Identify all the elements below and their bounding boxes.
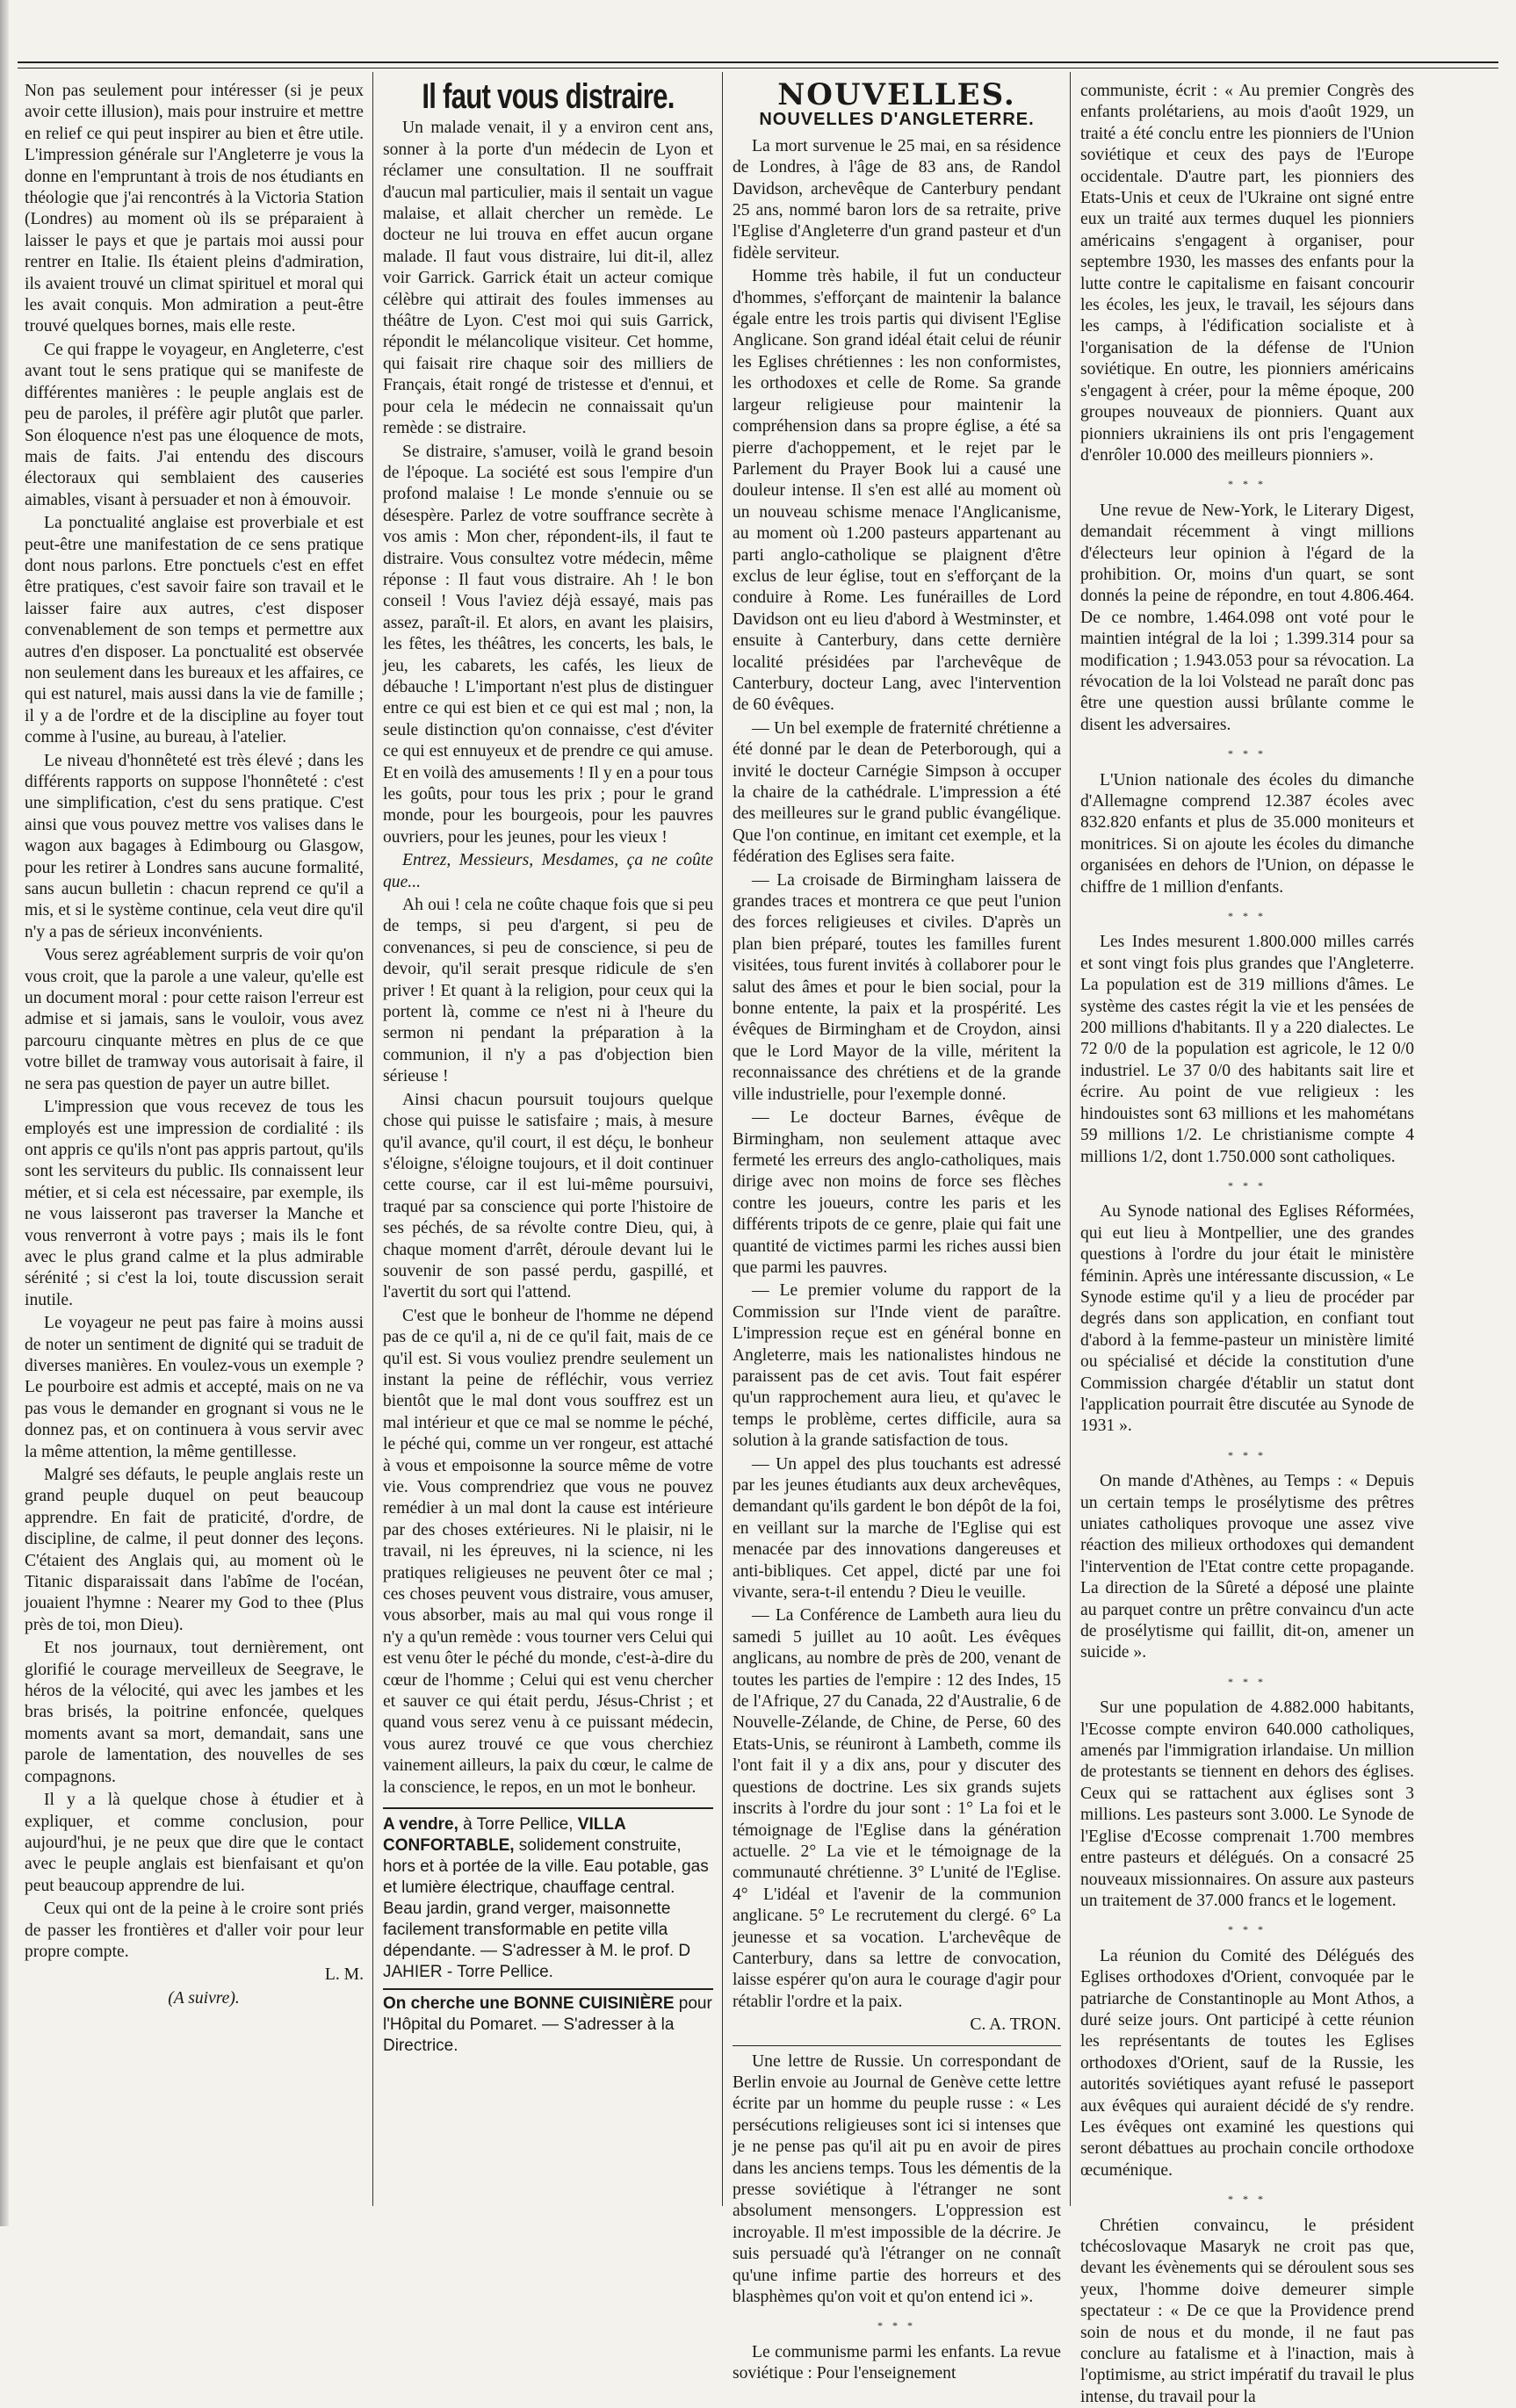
paragraph: Ainsi chacun poursuit toujours quelque chose qui puisse le satisfaire ; mais, à mesure qu'il avance, qu'il court, il est déçu, le bonheur s'éloigne, s'éloigne toujours, et il doit continuer cette course, car il est lui-même poursuivi, traqué par sa conscience qui porte l'histoire de ses péchés, de sa révolte contre Dieu, qui, à chaque moment d'arrêt, déroule devant lui le souvenir de son passé perdu, gaspillé, et l'avertit du sort qui l'attend. (383, 1090, 713, 1302)
paragraph: Sur une population de 4.882.000 habitants, l'Ecosse compte environ 640.000 catholiques, amenés par l'immigration irlandaise. Un million de protestants se tiennent en dehors des églises. Ceux qui se rattachent aux églises sont 3 millions. Les pasteurs sont 3.000. Le Synode de l'Eglise d'Ecosse comprenait 1.700 membres entre pasteurs et délégués. On a consacré 25 nouveaux missionnaires. On assure aux pasteurs un traitement de 37.000 francs et le logement. (1080, 1698, 1414, 1910)
ad-text: solidement construite, hors et à portée de la ville. Eau potable, gas et lumière électrique, chauffage central. Beau jardin, grand verger, maisonnette facilement transformable en petite villa dépendante. — S'adresser à M. le prof. D JAHIER - Torre Pellice. (383, 1836, 709, 1982)
separator-stars: * * * (1228, 1923, 1267, 1936)
paragraph: Ceux qui ont de la peine à le croire sont priés de passer les frontières et d'aller voir pour leur propre compte. (25, 1900, 364, 1961)
paragraph: Ce qui frappe le voyageur, en Angleterre, c'est avant tout le sens pratique qui se manifeste de différentes manières : le peuple anglais est de peu de paroles, il préfère agir plutôt que parler. Son éloquence n'est pas une éloquence de mots, mais de faits. J'ai entendu des discours électoraux qui semblaient des causeries aimables, visant à persuader et non à émouvoir. (25, 340, 364, 509)
ad-text: à Torre Pellice, (458, 1815, 578, 1835)
article-title: Il faut vous distraire. (422, 77, 675, 116)
classified-ad-cook (383, 1993, 713, 2057)
paragraph: Vous serez agréablement surpris de voir qu'on vous croit, que la parole a une valeur, qu'elle est un document moral : pour cette raison l'erreur est admise et si jamais, sans le vouloir, vous avez parcouru cinquante mètres en plus de ce que votre billet de tramway vous autorisait à faire, il ne sera pas question de payer un autre billet. (25, 946, 364, 1093)
paragraph: — Le premier volume du rapport de la Commission sur l'Inde vient de paraître. L'impression reçue est en général bonne en Angleterre, mais les nationalistes hindous ne paraissent pas de cet avis. Tout fait espérer qu'un rapprochement aura lieu, et qu'avec le temps le problème, certes difficile, aura sa solution à la grande satisfaction de tous. (733, 1281, 1061, 1451)
column-1 (25, 81, 364, 2206)
paragraph: — La croisade de Birmingham laissera de grandes traces et montrera ce que peut l'union des forces religieuses et civiles. D'après un plan bien préparé, toutes les familles furent visitées, tous furent invités à collaborer pour le salut des âmes et pour le bien social, pour la bonne entente, la paix et la prospérité. Les évêques de Birmingham et de Croydon, ainsi que le Lord Mayor de la ville, méritent la reconnaissance des chrétiens et de la grande ville industrielle, pour l'exemple donné. (733, 870, 1061, 1104)
ad-text: pour l'Hôpital du Pomaret. — S'adresser à la Directrice. (383, 1994, 712, 2056)
paragraph: La réunion du Comité des Délégués des Eglises orthodoxes d'Orient, convoquée par le patriarche de Constantinople au Mont Athos, a duré seize jours. Ont participé à cette réunion les représentants de toutes les Eglises orthodoxes d'Orient, sauf de la Russie, les autorités soviétiques ayant refusé le passeport aux évêques qui auraient décidé de s'y rendre. Les évêques ont examiné les questions qui seront débattues au prochain concile orthodoxe œcuménique. (1080, 1946, 1414, 2180)
paragraph: — Un bel exemple de fraternité chrétienne a été donné par le dean de Peterborough, qui a invité le docteur Carnégie Simpson à occuper la chaire de la cathédrale. L'impression a été des meilleures sur le grand public évangélique. Que l'on continue, en imitant cet exemple, et la fédération des Eglises sera faite. (733, 718, 1061, 867)
page-edge-shadow (0, 0, 9, 2226)
paragraph: Le communisme parmi les enfants. La revue soviétique : Pour l'enseignement (733, 2342, 1061, 2383)
classified-ad-villa (383, 1807, 713, 1983)
column-4 (1080, 81, 1414, 2406)
paragraph: Le niveau d'honnêteté est très élevé ; dans les différents rapports on suppose l'honnêteté : c'est une simplification, c'est du sens pratique. C'est ainsi que vous pouvez mettre vos valises dans le wagon aux bagages à Edimbourg ou Glasgow, pour les retirer à Londres sans aucune formalité, sans aucun bulletin : chacun reprend ce qu'il a mis, et si le système continue, cela veut dire qu'il n'y a pas de sérieux inconvénients. (25, 751, 364, 941)
paragraph: Un malade venait, il y a environ cent ans, sonner à la porte d'un médecin de Lyon et réclamer une consultation. Il ne souffrait d'aucun mal particulier, mais il sentait un vague malaise, et allait chercher un remède. Le docteur ne lui trouva en effet aucun organe malade. Il faut vous distraire, lui dit-il, allez voir Garrick. Garrick était un acteur comique célèbre qui attirait des foules immenses au théâtre de Lyon. C'est moi qui suis Garrick, répondit le mélancolique visiteur. Cet homme, qui faisait rire chaque soir des milliers de Français, était rongé de tristesse et d'ennui, et pour cela le médecin ne connaissait qu'un remède : se distraire. (383, 119, 713, 438)
paragraph: Le voyageur ne peut pas faire à moins aussi de noter un sentiment de dignité qui se traduit de diverses manières. En voulez-vous un exemple ? Le pourboire est admis et accepté, mais on ne va pas vous le demander en grognant si vous ne le donnez pas, et on continuera à vous servir avec la même attention, la même gentillesse. (25, 1314, 364, 1461)
paragraph: communiste, écrit : « Au premier Congrès des enfants prolétariens, au mois d'août 1929, un traité a été conclu entre les pionniers de l'Union soviétique et ceux des pays de l'Europe occidentale. D'autre part, les pionniers des Etats-Unis et ceux de l'Ukraine ont signé entre eux un traité aux termes duquel les pionniers américains s'engagent à organiser, pour septembre 1930, les masses des enfants pour la lutte contre le capitalisme en faisant concourir les écoles, les jeux, le travail, les séjours dans les camps, à l'édification socialiste et à l'organisation de la défense de l'Union soviétique. En outre, les pionniers américains s'engagent à créer, pour la même époque, 200 groupes nouveaux de pionniers. Quant aux pionniers ukrainiens ils ont pris l'engagement d'enrôler 10.000 des meilleurs pionniers ». (1080, 82, 1414, 465)
section-divider (733, 2045, 1061, 2046)
separator-stars: * * * (1228, 1179, 1267, 1192)
column-3 (733, 77, 1061, 2383)
paragraph: Il y a là quelque chose à étudier et à expliquer, et comme conclusion, pour aujourd'hui, je ne peux que dire que le contact avec le peuple anglais est bienfaisant et qu'on peut beaucoup apprendre de lui. (25, 1791, 364, 1895)
ad-separator (383, 1988, 713, 1990)
paragraph: Malgré ses défauts, le peuple anglais reste un grand peuple duquel on peut beaucoup apprendre. En fait de praticité, d'ordre, de discipline, de calme, il peut donner des leçons. C'étaient des Anglais qui, au moment où le Titanic disparaissait dans l'abîme de l'océan, jouaient l'hymne : Nearer my God to thee (Plus près de toi, mon Dieu). (25, 1466, 364, 1634)
paragraph: Et nos journaux, tout dernièrement, ont glorifié le courage merveilleux de Seegrave, le héros de la vélocité, qui avec les jambes et les bras brisés, la poitrine enfoncée, quelques moments avant sa mort, demandait, sans une parole de lamentation, des nouvelles de ses compagnons. (25, 1639, 364, 1786)
paragraph: Ah oui ! cela ne coûte chaque fois que si peu de temps, si peu d'argent, si peu de convenances, si peu de conscience, si peu de devoir, qu'il serait presque ridicule de s'en priver ! Et quant à la religion, pour ceux qui la portent là, comme ce n'est ni à l'heure du sermon ni pendant la préparation à la communion, il n'y a pas d'objection bien sérieuse ! (383, 896, 713, 1086)
paragraph: Au Synode national des Eglises Réformées, qui eut lieu à Montpellier, une des grandes questions à l'ordre du jour était le ministère féminin. Après une intéressante discussion, « Le Synode estime qu'il y a lieu de procéder par degrés dans son application, en confiant tout d'abord à la femme-pasteur un ministère limité ou spécialisé et décide la constitution d'une Commission chargée d'établir un statut dont l'application pourrait être discutée au Synode de 1931 ». (1080, 1202, 1414, 1436)
paragraph: Entrez, Messieurs, Mesdames, ça ne coûte que... (383, 851, 713, 891)
section-subtitle: NOUVELLES D'ANGLETERRE. (759, 110, 1035, 130)
separator-stars: * * * (1228, 747, 1267, 761)
paragraph: La mort survenue le 25 mai, en sa résidence de Londres, à l'âge de 83 ans, de Randol Davidson, archevêque de Canterbury pendant 25 ans, nommé baron lors de sa retraite, prive l'Eglise d'Angleterre d'un grand pasteur et d'un fidèle serviteur. (733, 136, 1061, 263)
signature: C. A. TRON. (970, 2015, 1061, 2035)
paragraph: Non pas seulement pour intéresser (si je peux avoir cette illusion), mais pour instruire et mettre en relief ce qui peut inspirer au bien et être utile. L'impression générale sur l'Angleterre je vous la donne en l'empruntant à trois de nos étudiants en théologie que j'ai rencontrés à la Victoria Station (Londres) au moment où ils se préparaient à laisser le pays et que je partais moi aussi pour rentrer en Italie. Ils étaient pleins d'admiration, ils avaient trouvé un climat spirituel et moral qui les avait conquis. Mon admiration a peut-être trouvé quelques bornes, mais elle reste. (25, 82, 364, 336)
paragraph: L'Union nationale des écoles du dimanche d'Allemagne comprend 12.387 écoles avec 832.820 enfants et plus de 35.000 moniteurs et monitrices. Si on ajoute les écoles du dimanche organisées en dehors de l'Union, on dépasse le chiffre de 1 million d'enfants. (1080, 770, 1414, 897)
separator-stars: * * * (877, 2319, 916, 2332)
paragraph: Les Indes mesurent 1.800.000 milles carrés et sont vingt fois plus grandes que l'Angleterre. La population est de 319 millions d'âmes. Le système des castes régit la vie et les pensées de 200 millions d'habitants. Il y a 220 dialectes. Le 72 0/0 de la population est agricole, le 12 0/0 industriel. Le 37 0/0 des habitants sait lire et écrire. Au point de vue religieux : les hindouistes sont 63 millions et les mahométans 59 millions 1/2. Le christianisme compte 4 millions 1/2, dont 1.750.000 sont catholiques. (1080, 933, 1414, 1166)
separator-stars: * * * (1228, 1675, 1267, 1688)
separator-stars: * * * (1228, 1448, 1267, 1461)
paragraph: La ponctualité anglaise est proverbiale et est peut-être une manifestation de ce sens pratique dont nous parlons. Etre ponctuels c'est en effet être pratiques, c'est savoir faire son travail et le laisser faire aux autres, c'est disposer convenablement de son temps et permettre aux autres d'en disposer. La ponctualité est observée non seulement dans les bureaux et les affaires, ce qui est naturel, mais aussi dans la vie de famille ; il y a de l'ordre et de la discipline au foyer tout comme à l'usine, au bureau, à l'atelier. (25, 514, 364, 747)
separator-stars: * * * (1228, 478, 1267, 491)
ad-lead: On cherche une BONNE CUISINIÈRE (383, 1994, 675, 2014)
paragraph: Homme très habile, il fut un conducteur d'hommes, s'efforçant de maintenir la balance égale entre les trois partis qui divisent l'Eglise Anglicane. Son grand idéal était celui de réunir les Eglises chrétiennes : les non conformistes, les orthodoxes et celle de Rome. Sa grande largeur religieuse pour maintenir la compréhension dans sa propre église, a été sa pierre d'achoppement, et le rejet par le Parlement du Prayer Book lui a causé une douleur intense. Il s'en est allé au moment où un nouveau schisme menace l'Anglicanisme, au moment où 1.200 pasteurs appartenant au parti anglo-catholique se plaignent d'être exclus de leur église, tout en s'efforçant de la conduire à Rome. Les funérailles de Lord Davidson ont eu lieu d'abord à Westminster, et ensuite à Canterbury, dans cette dernière localité présidées par l'archevêque de Canterbury, docteur Lang, avec l'intervention de 60 évêques. (733, 267, 1061, 715)
separator-stars: * * * (1228, 910, 1267, 923)
to-be-continued: (A suivre). (168, 1988, 240, 2008)
paragraph: Chrétien convaincu, le président tchécoslovaque Masaryk ne croit pas que, devant les évènements qui se déroulent sous ses yeux, l'homme doive demeurer simple spectateur : « De ce que la Providence prend soin de nous et du monde, il ne faut pas conclure au fatalisme et à l'inaction, mais à l'optimisme, au strict impératif du travail le plus intense, du travail pour la (1080, 2216, 1414, 2406)
paragraph: — Le docteur Barnes, évêque de Birmingham, non seulement attaque avec fermeté les erreurs des anglo-catholiques, mais dirige avec non moins de force ses flèches contre les joueurs, contre les paris et les différents tripots de ce genre, plaie qui fait une quantité de victimes parmi les riches aussi bien que parmi les pauvres. (733, 1108, 1061, 1277)
paragraph: L'impression que vous recevez de tous les employés est une impression de cordialité : ils ont appris ce qu'ils n'ont pas appris partout, qu'ils sont les serviteurs du public. Ils connaissent leur métier, et si cela est nécessaire, par exemple, ils ne vous laisseront pas traverser la Manche et vous renverront à votre pays ; mais ils le font avec le plus grand calme et la plus admirable sérénité ; si c'est la loi, toute discussion serait inutile. (25, 1098, 364, 1309)
ad-highlight: VILLA CONFORTABLE, (383, 1815, 625, 1856)
column-2 (383, 77, 714, 2206)
paragraph: C'est que le bonheur de l'homme ne dépend pas de ce qu'il a, ni de ce qu'il fait, mais de ce qu'il est. Si vous vouliez prendre seulement un instant la peine de réfléchir, vous verriez bientôt que le mal dont vous souffrez est un mal intérieur et que ce mal se nomme le péché, le péché qui, comme un ver rongeur, est attaché à vous et empoisonne la source même de votre vie. Vous comprendriez que vous ne pouvez remédier à un mal dont la cause est intérieure par des choses extérieures. Ni le plaisir, ni le travail, ni les épreuves, ni la science, ni les pratiques religieuses ne peuvent ôter ce mal ; ces choses peuvent vous distraire, vous amuser, vous absorber, mais au mal qui vous ronge il n'y a qu'un remède : vous tourner vers Celui qui est venu ôter le péché du monde, c'est-à-dire du cœur de l'homme ; Celui qui est venu chercher et sauver ce qui était perdu, Jésus-Christ ; et quand vous serez venu à ce puissant médecin, vous aurez trouvé ce que vous cherchiez vainement ailleurs, la paix du cœur, le calme de la conscience, le repos, en un mot le bonheur. (383, 1306, 713, 1797)
column-rule (1070, 72, 1071, 2206)
separator-stars: * * * (1228, 2193, 1267, 2206)
signature: L. M. (324, 1965, 364, 1985)
section-title: NOUVELLES. (777, 77, 1016, 112)
paragraph: Une revue de New-York, le Literary Digest, demandait récemment à vingt millions d'électeurs leur opinion à l'égard de la prohibition. Or, moins d'un quart, se sont donnés la peine de répondre, en tout 4.806.464. De ce nombre, 1.464.098 ont voté pour le maintien intégral de la loi ; 1.399.314 pour sa modification ; 1.943.053 pour sa révocation. La révocation de la loi Volstead ne paraît donc pas être une question aussi brûlante comme le disent les adversaires. (1080, 501, 1414, 734)
column-rule (722, 72, 723, 2206)
paragraph: Une lettre de Russie. Un correspondant de Berlin envoie au Journal de Genève cette lettre écrite par un homme du peuple russe : « Les persécutions religieuses sont ici si intenses que je ne pense pas qu'il ait pu en avoir de pires dans les anciens temps. Tous les démentis de la presse soviétique à l'étranger ne sont absolument mensongers. L'oppression est incroyable. Il m'est impossible de la décrire. Je suis persuadé qu'à l'étranger on ne connaît qu'une infime partie des horreurs et des blasphèmes qu'on voit et qu'on entend ici ». (733, 2051, 1061, 2307)
ad-lead: A vendre, (383, 1815, 458, 1835)
header-rule (18, 61, 1498, 63)
paragraph: — Un appel des plus touchants est adressé par les jeunes étudiants aux deux archevêques, demandant qu'ils gardent le bon dépôt de la foi, en veillant sur la marche de l'Eglise qui est menacée par des innovations dangereuses et anti-bibliques. Cet appel, dicté par une foi vivante, sera-t-il entendu ? Dieu le veuille. (733, 1454, 1061, 1603)
paragraph: — La Conférence de Lambeth aura lieu du samedi 5 juillet au 10 août. Les évêques anglicans, au nombre de près de 200, venant de toutes les parties de l'empire : 12 des Indes, 15 de l'Afrique, 27 du Canada, 22 d'Australie, 6 de Nouvelle-Zélande, de Chine, de Perse, 60 des Etats-Unis, se réuniront à Lambeth, comme ils l'ont fait il y a dix ans, pour y discuter des questions de doctrine. Les six grands sujets inscrits à l'ordre du jour sont : 1° La foi et le témoignage de l'Eglise dans la génération actuelle. 2° La vie et le témoignage de la communauté chrétienne. 3° L'unité de l'Eglise. 4° L'idéal et l'avenir de la communion anglicane. 5° Le recrutement du clergé. 6° La jeunesse et sa vocation. L'archevêque de Canterbury, dans sa lettre de convocation, laisse espérer qu'on aura le courage d'agir pour rétablir l'ordre et la paix. (733, 1606, 1061, 2011)
paragraph: Se distraire, s'amuser, voilà le grand besoin de l'époque. La société est sous l'empire d'un profond malaise ! Le monde s'ennuie ou se désespère. Parlez de votre souffrance secrète à vos amis : Mon cher, répondent-ils, il faut te distraire. Vous consultez votre médecin, même réponse : Il faut vous distraire. Ah ! le bon conseil ! Vous l'aviez déjà essayé, mais pas assez, paraît-il. Et alors, en avant les plaisirs, les fêtes, les théâtres, les concerts, les bals, le jeu, les cabarets, les cafés, les lieux de débauche ! L'important n'est plus de distinguer entre ce qui est bien et ce qui est mal ; non, la seule distinction qu'on connaisse, c'est d'éviter ce qui est ennuyeux et de prendre ce qui amuse. Et en voilà des amusements ! Il y en a pour tous les goûts, pour tous les prix ; pour le grand monde, pour les bourgeois, pour les pauvres ouvriers, pour les jeunes, pour les vieux ! (383, 442, 714, 847)
column-rule (372, 72, 373, 2206)
paragraph: On mande d'Athènes, au Temps : « Depuis un certain temps le prosélytisme des prêtres uniates catholiques provoque une assez vive réaction des milieux orthodoxes qui demandent l'intervention de l'Etat contre cette propagande. La direction de la Sûreté a déposé une plainte au parquet contre un prêtre convaincu d'un acte de prosélytisme qui faillit, dit-on, amener un suicide ». (1080, 1472, 1414, 1662)
